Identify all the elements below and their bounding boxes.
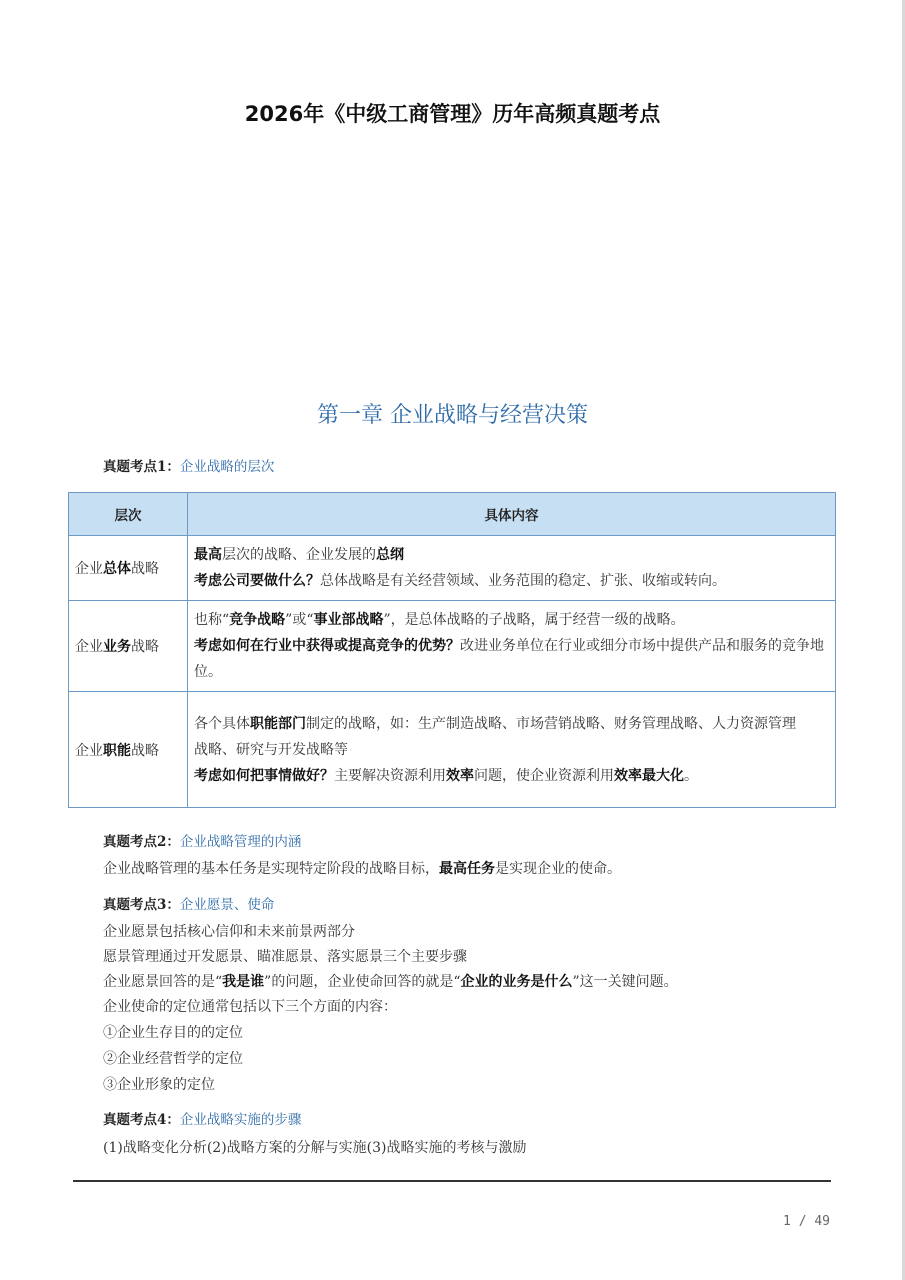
content-text: 制定的战略，如：生产制造战略、市场营销战略、财务管理战略、人力资源管理: [306, 715, 796, 732]
content-text: 企业愿景回答的是“: [103, 974, 223, 990]
content-line: [194, 763, 827, 789]
content-text: 是实现企业的使命。: [495, 861, 621, 877]
content-text: 也称“: [194, 612, 230, 628]
document-title: 2026年《中级工商管理》历年高频真题考点: [244, 102, 661, 126]
bold-term: 竞争战略: [229, 612, 286, 628]
bold-term: 职能部门: [250, 715, 306, 732]
strategy-levels-table: [68, 492, 836, 808]
point-3-heading: [103, 893, 274, 913]
table-cell-content: [188, 536, 836, 601]
content-line: [194, 737, 827, 763]
content-text: 主要解决资源利用: [334, 767, 446, 784]
point-3-list-item: ②企业经营哲学的定位: [103, 1051, 243, 1067]
bold-term: 效率最大化: [614, 767, 684, 784]
table-header-row: [69, 493, 836, 536]
content-line: [194, 633, 827, 685]
bold-term: 事业部战略: [313, 612, 384, 628]
table-row: [69, 692, 836, 808]
level-text: 企业: [75, 639, 103, 655]
content-text: ”这一关键问题。: [572, 974, 678, 990]
content-text: ”的问题，企业使命回答的就是“: [264, 974, 461, 990]
point-2-label: 真题考点2：: [103, 834, 180, 850]
content-text: ”，是总体战略的子战略，属于经营一级的战略。: [383, 612, 685, 628]
content-line: [194, 568, 827, 594]
level-bold: 总体: [103, 561, 131, 577]
bold-term: 总纲: [376, 547, 404, 563]
point-3-line: 愿景管理通过开发愿景、瞄准愿景、落实愿景三个主要步骤: [103, 949, 467, 965]
table-header-content: 具体内容: [188, 493, 836, 536]
table-header-level: 层次: [69, 493, 188, 536]
point-2-text: [103, 858, 621, 878]
content-text: 各个具体: [194, 715, 250, 732]
point-4-label: 真题考点4：: [103, 1112, 180, 1128]
table-row: [69, 536, 836, 601]
level-text: 企业: [75, 561, 103, 577]
bold-question: 考虑如何把事情做好？: [194, 767, 334, 784]
footer-divider: [73, 1180, 831, 1182]
content-text: 企业战略管理的基本任务是实现特定阶段的战略目标，: [103, 861, 439, 877]
point-2-topic: 企业战略管理的内涵: [179, 834, 302, 850]
content-line: [194, 542, 827, 568]
content-text: 。: [684, 767, 698, 784]
point-3-question-line: [103, 971, 678, 991]
page-separator: /: [798, 1214, 807, 1229]
level-bold: 职能: [103, 742, 131, 759]
point-1-topic: 企业战略的层次: [179, 459, 275, 475]
content-text: 问题，使企业资源利用: [474, 767, 614, 784]
point-1-heading: [103, 455, 274, 475]
point-3-line: 企业愿景包括核心信仰和未来前景两部分: [103, 924, 355, 940]
point-2-heading: [103, 830, 301, 850]
content-text: 层次的战略、企业发展的: [222, 547, 376, 563]
table-cell-content: [188, 601, 836, 692]
content-line: [194, 607, 827, 633]
table-cell-level: [69, 536, 188, 601]
point-3-list-item: ①企业生存目的的定位: [103, 1025, 243, 1041]
bold-term: 效率: [446, 767, 474, 784]
point-1-label: 真题考点1：: [103, 459, 180, 475]
bold-question: 考虑公司要做什么？: [194, 573, 320, 589]
bold-term: 最高任务: [439, 861, 495, 877]
page-current: 1: [783, 1214, 791, 1229]
content-line: [194, 711, 827, 737]
bold-term: 企业的业务是什么: [460, 974, 573, 990]
level-text: 战略: [131, 639, 159, 655]
content-text: 改进业务单位在行业或细分市场中提供产品和服务的竞争地位。: [194, 638, 824, 680]
chapter-title: 第一章 企业战略与经营决策: [317, 403, 588, 428]
point-4-text: (1)战略变化分析(2)战略方案的分解与实施(3)战略实施的考核与激励: [103, 1140, 527, 1156]
page-number: [783, 1214, 830, 1229]
bold-question: 考虑如何在行业中获得或提高竞争的优势？: [194, 638, 460, 654]
table-cell-level: [69, 692, 188, 808]
page-total: 49: [814, 1214, 830, 1229]
point-3-topic: 企业愿景、使命: [179, 897, 275, 913]
table-row: [69, 601, 836, 692]
point-3-line: 企业使命的定位通常包括以下三个方面的内容：: [103, 999, 397, 1015]
table-cell-content: [188, 692, 836, 808]
bold-term: 最高: [194, 547, 222, 563]
table-cell-level: [69, 601, 188, 692]
point-3-label: 真题考点3：: [103, 897, 180, 913]
level-bold: 业务: [103, 639, 131, 655]
level-text: 企业: [75, 742, 103, 759]
content-text: 总体战略是有关经营领域、业务范围的稳定、扩张、收缩或转向。: [320, 573, 726, 589]
content-text: ”或“: [285, 612, 314, 628]
point-4-heading: [103, 1108, 301, 1128]
content-text: 战略、研究与开发战略等: [194, 741, 348, 758]
point-3-list-item: ③企业形象的定位: [103, 1077, 215, 1093]
point-4-topic: 企业战略实施的步骤: [179, 1112, 302, 1128]
bold-term: 我是谁: [222, 974, 265, 990]
level-text: 战略: [131, 742, 159, 759]
level-text: 战略: [131, 561, 159, 577]
